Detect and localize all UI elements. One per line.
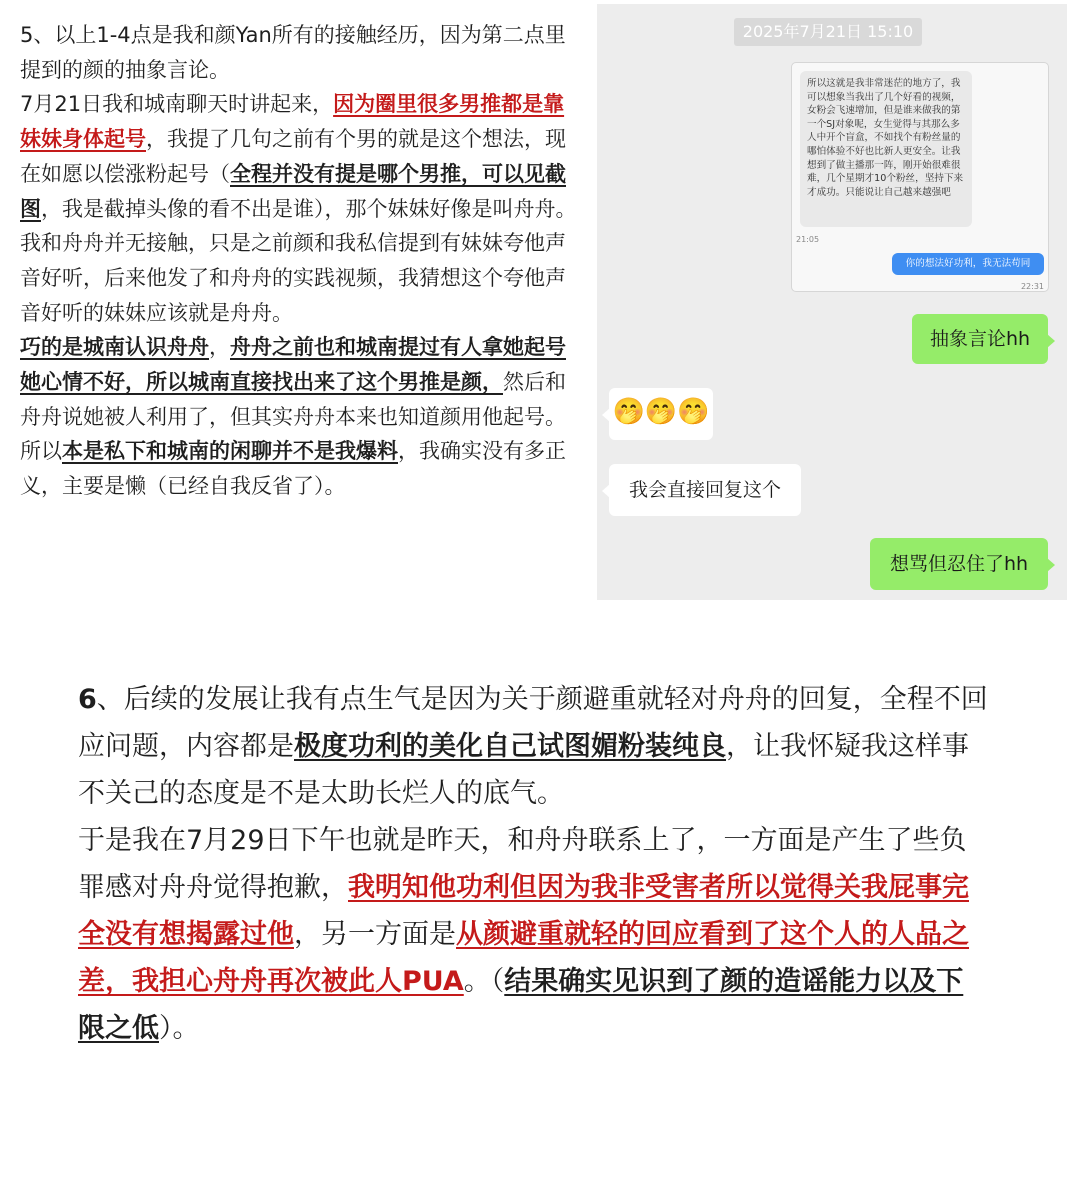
bold-underline: 结果确实见识到了颜的造谣能力以及下限之低 bbox=[78, 966, 964, 1044]
red-highlight: 从颜避重就轻的回应看到了这个人的人品之差，我担心舟舟再次被此人PUA bbox=[78, 919, 969, 997]
screenshot-message-bubble: 所以这就是我非常迷茫的地方了，我可以想象当我出了几个好看的视频，女粉会飞速增加，但是谁来做我的第一个SJ对象呢，女生觉得与其那么多人中开个盲盒，不如找个有粉丝量的哪怕体验不好也比新人更安全。让我想到了做主播那一阵，刚开始很难很难，几个星期才10个粉丝，坚持下来才成功。只能说让自己越来越强吧 bbox=[800, 71, 972, 227]
text-run: ，我提了几句之前有个男的就是这个想法，现在如愿以偿涨粉起号（ bbox=[20, 127, 566, 186]
text-run: ，我是截掉头像的看不出是谁），那个妹妹好像是叫舟舟。 bbox=[41, 196, 577, 221]
chat-bubble-sent[interactable] bbox=[870, 538, 1048, 590]
text-run: 然后和舟舟说她被人利用了，但其实舟舟本来也知道颜用他起号。 bbox=[20, 370, 566, 429]
text-run: 所以 bbox=[20, 439, 62, 464]
forwarded-screenshot[interactable] bbox=[791, 62, 1049, 292]
point-5-conclusion bbox=[20, 434, 580, 503]
message-text: 我会直接回复这个 bbox=[628, 479, 781, 501]
chat-screenshot bbox=[597, 4, 1067, 600]
point-5-no-contact: 我和舟舟并无接触，只是之前颜和我私信提到有妹妹夸他声音好听，后来他发了和舟舟的实践视频，我猜想这个夸他声音好听的妹妹应该就是舟舟。 bbox=[20, 231, 566, 325]
text-run: ，另一方面是 bbox=[294, 919, 456, 950]
chat-timestamp: 2025年7月21日 15:10 bbox=[734, 18, 922, 46]
chat-bubble-received[interactable] bbox=[609, 388, 713, 440]
bold-underline: 全程并没有提是哪个男推，可以见截图 bbox=[20, 161, 566, 221]
bold-underline: 巧的是城南认识舟舟 bbox=[20, 335, 209, 360]
bold-underline: 极度功利的美化自己试图媚粉装纯良 bbox=[294, 731, 726, 762]
red-highlight: 因为圈里很多男推都是靠妹妹身体起号 bbox=[20, 92, 565, 152]
screenshot-time: 21:05 bbox=[796, 235, 820, 244]
point-5-chat-context bbox=[20, 87, 580, 226]
text-run: ）。 bbox=[159, 1013, 200, 1044]
screenshot-reply-bubble: 你的想法好功利，我无法苟同 bbox=[892, 253, 1044, 275]
bold-underline: 本是私下和城南的闲聊并不是我爆料 bbox=[62, 439, 398, 464]
text-run: ，让我怀疑我这样事不关己的态度是不是太助长烂人的底气。 bbox=[78, 731, 969, 809]
message-text: 想骂但忍住了hh bbox=[889, 553, 1029, 575]
text-run: 7月21日我和城南聊天时讲起来， bbox=[20, 92, 334, 117]
point-6-paragraph-2 bbox=[78, 817, 988, 1052]
screenshot-time: 22:31 bbox=[1020, 282, 1044, 291]
message-text: 抽象言论hh bbox=[929, 328, 1031, 350]
text-run: 。（ bbox=[463, 966, 505, 997]
left-text-block bbox=[20, 18, 580, 504]
point-6-paragraph-1 bbox=[78, 676, 988, 817]
text-run: ，我确实没有多正义，主要是懒（已经自我反省了）。 bbox=[20, 439, 566, 499]
text-run: 于是我在7月29日下午也就是昨天，和舟舟联系上了，一方面是产生了些负罪感对舟舟觉得抱歉， bbox=[78, 825, 967, 903]
text-run: ， bbox=[209, 335, 230, 360]
point-5-coincidence bbox=[20, 330, 580, 434]
face-with-hand-over-mouth-icon: 🤭🤭🤭 bbox=[612, 397, 710, 427]
point-number: 6 bbox=[78, 684, 97, 715]
chat-bubble-received[interactable] bbox=[609, 464, 801, 516]
point-5-intro: 5、以上1-4点是我和颜Yan所有的接触经历，因为第二点里提到的颜的抽象言论。 bbox=[20, 23, 566, 82]
bold-underline: 舟舟之前也和城南提过有人拿她起号她心情不好，所以城南直接找出来了这个男推是颜， bbox=[20, 335, 566, 395]
red-highlight: 我明知他功利但因为我非受害者所以觉得关我屁事完全没有想揭露过他 bbox=[78, 872, 969, 950]
chat-bubble-sent[interactable] bbox=[912, 314, 1048, 364]
text-run: 、后续的发展让我有点生气是因为关于颜避重就轻对舟舟的回复，全程不回应问题，内容都是 bbox=[78, 684, 988, 762]
point-6-block bbox=[78, 676, 988, 1052]
